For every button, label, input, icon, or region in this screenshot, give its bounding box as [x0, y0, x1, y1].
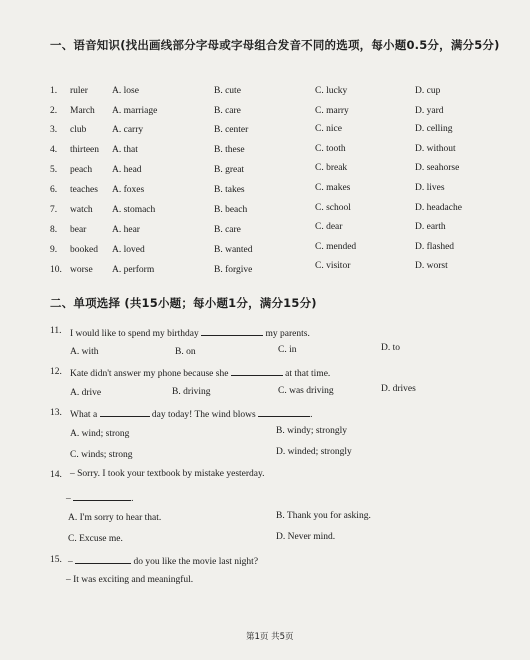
option-d[interactable]: D. headache: [415, 203, 462, 213]
phonetics-row: [0, 242, 530, 261]
phonetics-row: [0, 86, 530, 102]
option-a[interactable]: A. carry: [112, 125, 144, 135]
option-a[interactable]: A. loved: [112, 245, 145, 255]
option-c[interactable]: C. dear: [315, 222, 343, 232]
option-a[interactable]: A. marriage: [112, 106, 158, 116]
row-number: 5.: [50, 165, 58, 175]
option-b[interactable]: B. wanted: [214, 245, 253, 255]
option-c[interactable]: C. nice: [315, 124, 342, 134]
option-d[interactable]: D. worst: [415, 261, 448, 271]
option-c[interactable]: C. visitor: [315, 261, 351, 271]
row-number: 10.: [50, 265, 62, 275]
option-c[interactable]: C. break: [315, 163, 348, 173]
option-d[interactable]: D. earth: [415, 222, 446, 232]
option-c[interactable]: C. tooth: [315, 144, 346, 154]
option-c[interactable]: C. marry: [315, 106, 349, 116]
row-word: March: [70, 106, 95, 116]
option-b[interactable]: B. these: [214, 145, 245, 155]
q12-option-d[interactable]: D. drives: [381, 384, 416, 394]
page-footer: 第1页 共5页: [246, 632, 294, 642]
q13-stem: [70, 407, 312, 420]
q15-stem: [68, 554, 258, 567]
q14-option-b[interactable]: B. Thank you for asking.: [276, 511, 371, 521]
option-c[interactable]: C. makes: [315, 183, 351, 193]
option-d[interactable]: D. flashed: [415, 242, 455, 252]
q13-number: 13.: [50, 408, 62, 418]
option-c[interactable]: C. mended: [315, 242, 357, 252]
q14-option-d[interactable]: D. Never mind.: [276, 532, 336, 542]
option-b[interactable]: B. cute: [214, 86, 241, 96]
row-number: 2.: [50, 106, 58, 116]
option-a[interactable]: A. lose: [112, 86, 139, 96]
option-d[interactable]: D. without: [415, 144, 456, 154]
q13-option-c[interactable]: C. winds; strong: [70, 450, 133, 460]
row-word: bear: [70, 225, 87, 235]
option-a[interactable]: A. that: [112, 145, 138, 155]
q13-blank-1[interactable]: [100, 407, 150, 417]
row-word: watch: [70, 205, 93, 215]
q11-option-a[interactable]: A. with: [70, 347, 99, 357]
phonetics-row: [0, 222, 530, 241]
q14-line1: – Sorry. I took your textbook by mistake yesterday.: [70, 469, 265, 479]
option-a[interactable]: A. perform: [112, 265, 155, 275]
option-a[interactable]: A. hear: [112, 225, 140, 235]
q11-option-b[interactable]: B. on: [175, 347, 196, 357]
row-number: 6.: [50, 185, 58, 195]
q15-line2: – It was exciting and meaningful.: [66, 575, 194, 585]
option-a[interactable]: A. head: [112, 165, 142, 175]
option-b[interactable]: B. beach: [214, 205, 248, 215]
row-number: 8.: [50, 225, 58, 235]
option-d[interactable]: D. lives: [415, 183, 445, 193]
row-number: 4.: [50, 145, 58, 155]
option-b[interactable]: B. forgive: [214, 265, 253, 275]
q14-option-a[interactable]: A. I'm sorry to hear that.: [68, 513, 162, 523]
option-b[interactable]: B. takes: [214, 185, 245, 195]
q13-option-b[interactable]: B. windy; strongly: [276, 426, 347, 436]
option-d[interactable]: D. cup: [415, 86, 441, 96]
q12-option-a[interactable]: A. drive: [70, 388, 102, 398]
q12-number: 12.: [50, 367, 62, 377]
row-word: ruler: [70, 86, 88, 96]
q12-text-pre: Kate didn't answer my phone because she: [70, 369, 229, 379]
q11-number: 11.: [50, 326, 62, 336]
phonetics-row: [0, 145, 530, 161]
q13-option-d[interactable]: D. winded; strongly: [276, 447, 352, 457]
section1-title: 一、语音知识(找出画线部分字母或字母组合发音不同的选项，每小题0.5分，满分5分): [50, 38, 500, 52]
q12-stem: [70, 366, 330, 379]
q14-blank[interactable]: [73, 491, 131, 501]
q11-option-c[interactable]: C. in: [278, 345, 297, 355]
row-word: worse: [70, 265, 93, 275]
q13-text-post: .: [310, 410, 313, 420]
row-number: 1.: [50, 86, 58, 96]
q13-option-a[interactable]: A. wind; strong: [70, 429, 130, 439]
row-word: thirteen: [70, 145, 100, 155]
q15-dash: –: [68, 557, 73, 567]
phonetics-row: [0, 106, 530, 122]
option-a[interactable]: A. stomach: [112, 205, 156, 215]
q11-option-d[interactable]: D. to: [381, 343, 400, 353]
q14-number: 14.: [50, 470, 62, 480]
phonetics-row: [0, 185, 530, 201]
phonetics-row: [0, 165, 530, 181]
q12-blank[interactable]: [231, 366, 283, 376]
q11-stem: [70, 326, 310, 339]
option-d[interactable]: D. seahorse: [415, 163, 460, 173]
q13-text-mid: day today! The wind blows: [151, 410, 256, 420]
option-d[interactable]: D. yard: [415, 106, 444, 116]
row-number: 3.: [50, 125, 58, 135]
q11-text-pre: I would like to spend my birthday: [70, 329, 199, 339]
q15-blank[interactable]: [75, 554, 131, 564]
option-a[interactable]: A. foxes: [112, 185, 145, 195]
q11-blank[interactable]: [201, 326, 263, 336]
option-c[interactable]: C. lucky: [315, 86, 348, 96]
q14-line2: [66, 491, 134, 504]
section2-title: 二、单项选择 (共15小题；每小题1分，满分15分): [50, 296, 317, 310]
q14-dash: –: [66, 494, 71, 504]
option-b[interactable]: B. care: [214, 106, 241, 116]
phonetics-row: [0, 261, 530, 281]
row-word: peach: [70, 165, 93, 175]
q12-option-b[interactable]: B. driving: [172, 387, 211, 397]
q15-text: do you like the movie last night?: [133, 557, 259, 567]
option-c[interactable]: C. school: [315, 203, 351, 213]
option-b[interactable]: B. great: [214, 165, 245, 175]
option-b[interactable]: B. care: [214, 225, 241, 235]
option-d[interactable]: D. celling: [415, 124, 453, 134]
q14-period: .: [131, 494, 134, 504]
row-word: teaches: [70, 185, 98, 195]
row-word: club: [70, 125, 87, 135]
row-number: 9.: [50, 245, 58, 255]
q15-number: 15.: [50, 555, 62, 565]
phonetics-row: [0, 125, 530, 141]
q12-option-c[interactable]: C. was driving: [278, 386, 334, 396]
q14-option-c[interactable]: C. Excuse me.: [68, 534, 123, 544]
option-b[interactable]: B. center: [214, 125, 249, 135]
row-number: 7.: [50, 205, 58, 215]
q13-blank-2[interactable]: [258, 407, 310, 417]
q12-text-post: at that time.: [285, 369, 331, 379]
q11-text-post: my parents.: [265, 329, 310, 339]
phonetics-row: [0, 205, 530, 221]
row-word: booked: [70, 245, 98, 255]
q13-text-pre: What a: [70, 410, 98, 420]
